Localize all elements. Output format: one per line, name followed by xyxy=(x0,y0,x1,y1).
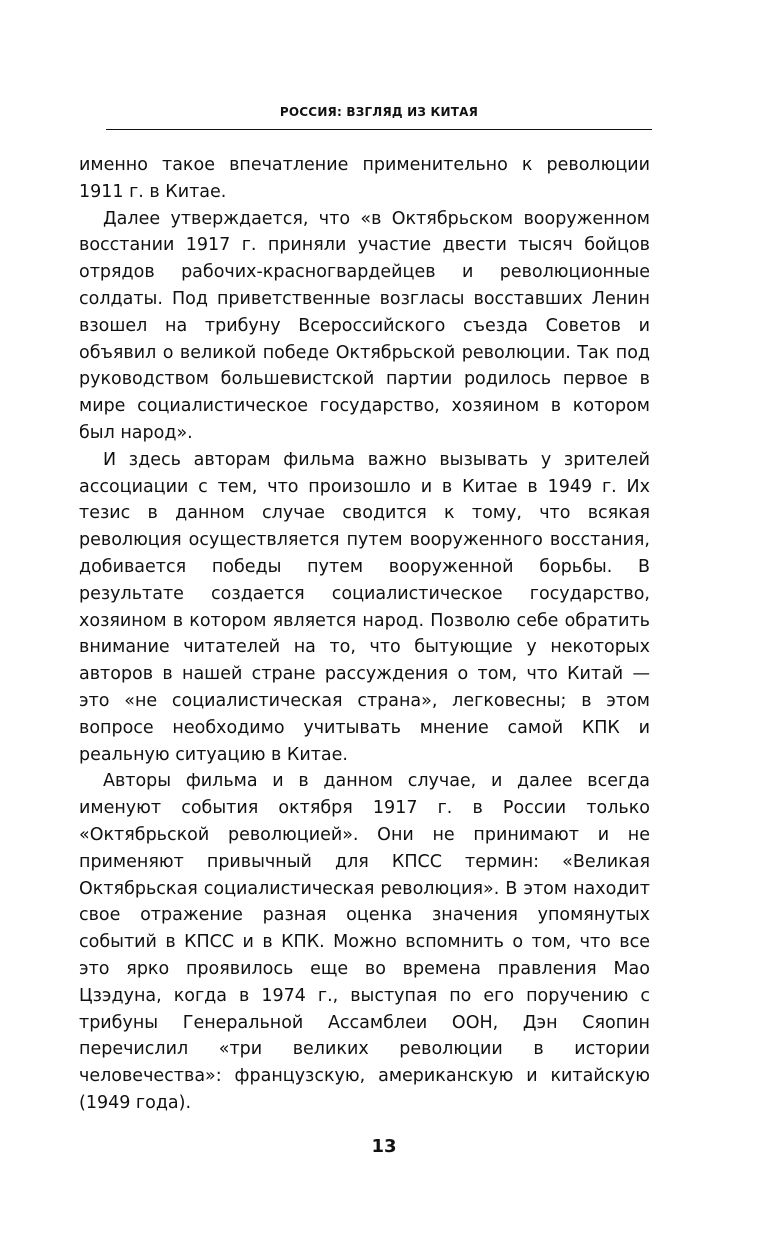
body-text xyxy=(79,152,650,1117)
running-head: РОССИЯ: ВЗГЛЯД ИЗ КИТАЯ xyxy=(279,105,479,119)
header-rule xyxy=(106,129,652,130)
paragraph: Далее утверждается, что «в Октябрьском вооруженном восстании 1917 г. приняли участие двести тысяч бойцов отрядов рабочих-красногвардейцев и революционные солдаты. Под приветственные возгласы восставших Ленин взошел на трибуну Всероссийского съезда Советов и объявил о великой победе Октябрьской революции. Так под руководством большевистской партии родилось первое в мире социалистическое государство, хозяином в котором был народ». xyxy=(79,208,650,443)
paragraph: И здесь авторам фильма важно вызывать у зрителей ассоциации с тем, что произошло и в Китае в 1949 г. Их тезис в данном случае сводится к тому, что всякая революция осуществляется путем вооруженного восстания, добивается победы путем вооруженной борьбы. В результате создается социалистическое государство, хозяином в котором является народ. Позволю себе обратить внимание читателей на то, что бытующие у некоторых авторов в нашей стране рассуждения о том, что Китай — это «не социалистическая страна», легковесны; в этом вопросе необходимо учитывать мнение самой КПК и реальную ситуацию в Китае. xyxy=(79,449,650,765)
paragraph-continued: именно такое впечатление применительно к революции 1911 г. в Китае. xyxy=(79,155,650,202)
paragraph: Авторы фильма и в данном случае, и далее всегда именуют события октября 1917 г. в России только «Октябрьской революцией». Они не принимают и не применяют привычный для КПСС термин: «Великая Октябрьская социалистическая революция». В этом находит свое отражение разная оценка значения упомянутых событий в КПСС и в КПК. Можно вспомнить о том, что все это ярко проявилось еще во времена правления Мао Цзэдуна, когда в 1974 г., выступая по его поручению с трибуны Генеральной Ассамблеи ООН, Дэн Сяопин перечислил «три великих революции в истории человечества»: французскую, американскую и китайскую (1949 года). xyxy=(79,771,650,1113)
page-number: 13 xyxy=(371,1136,397,1157)
